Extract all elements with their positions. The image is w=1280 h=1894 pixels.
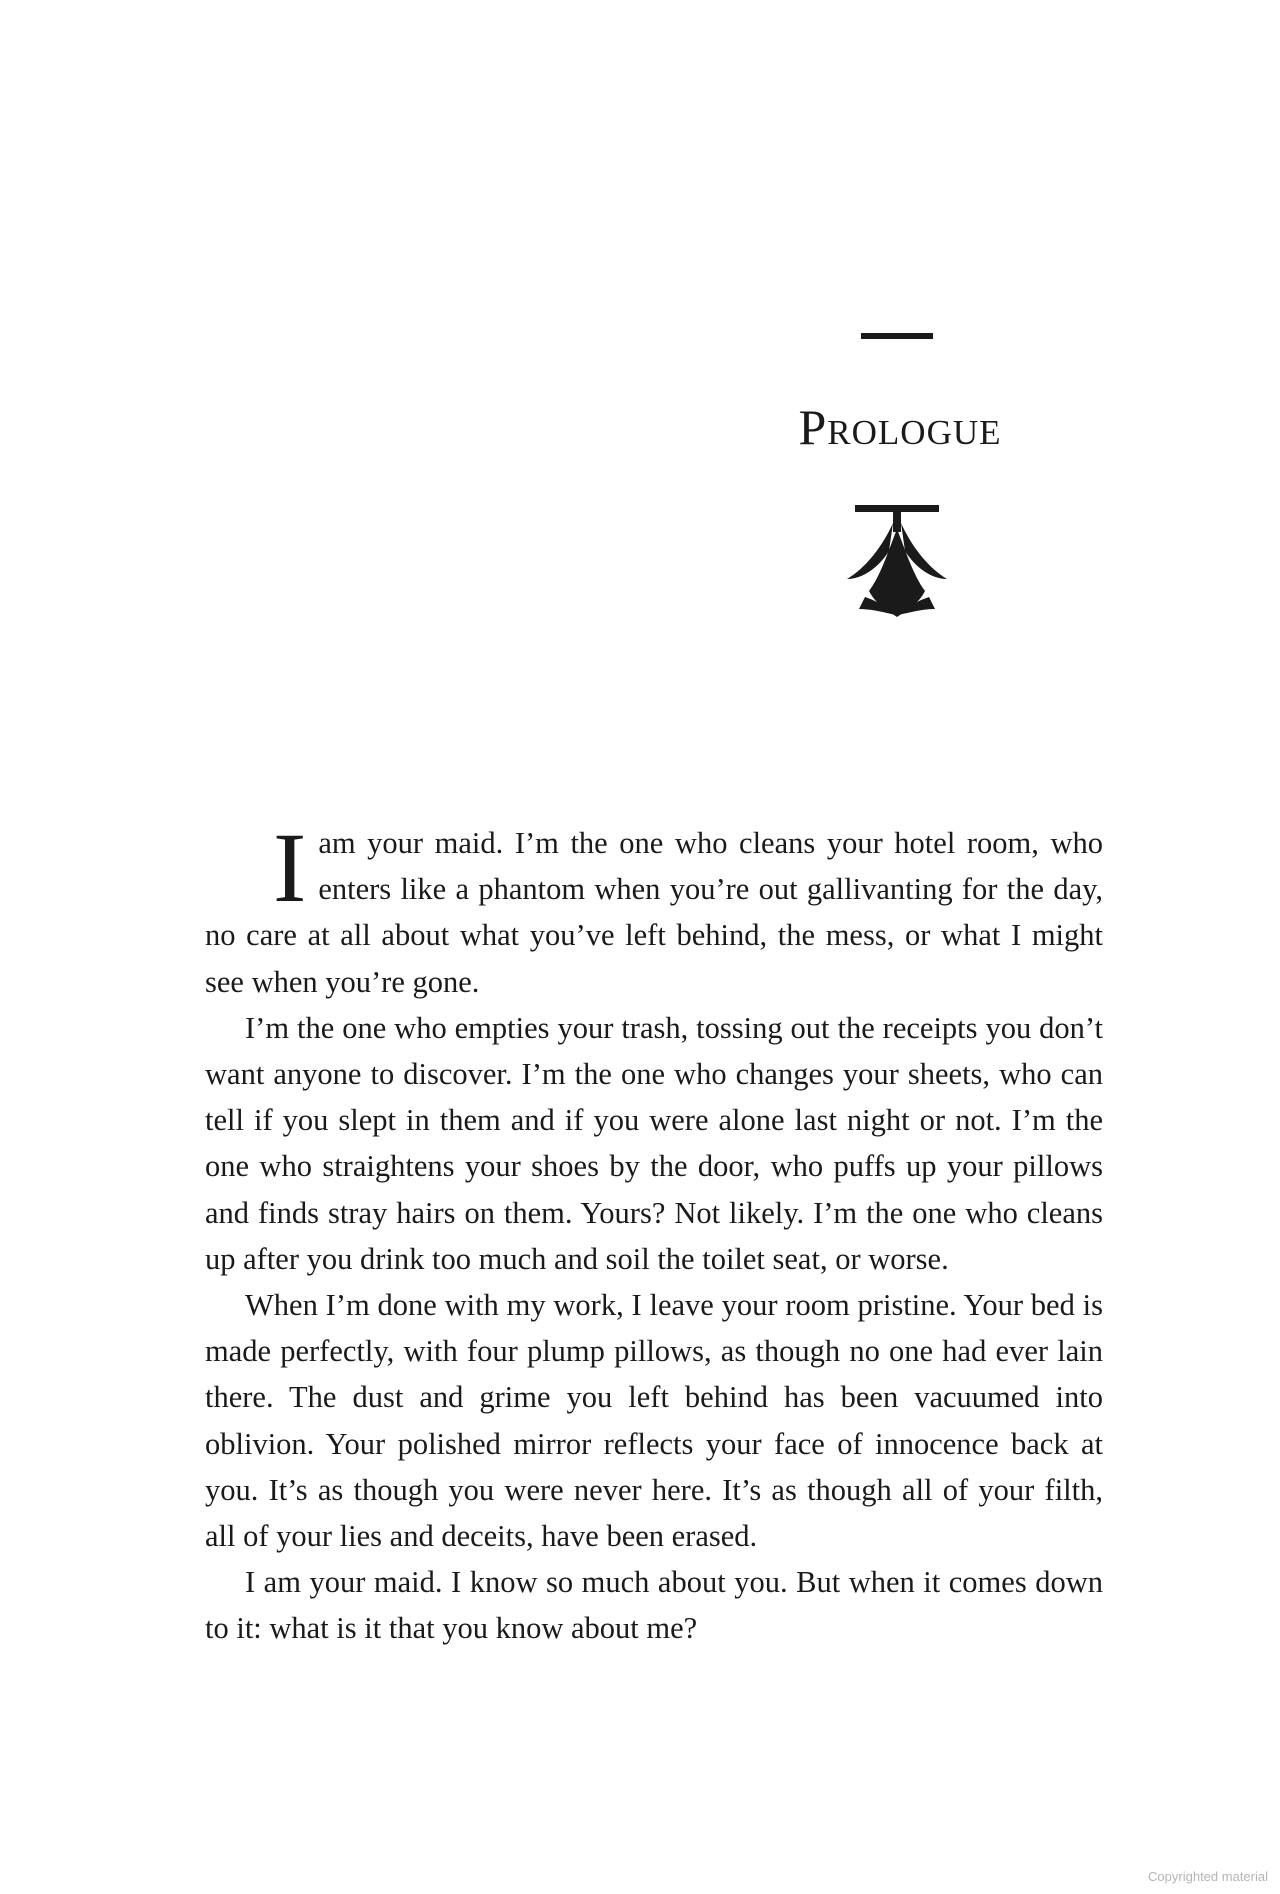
chapter-body	[205, 812, 1103, 1652]
paragraph-1-text: am your maid. I’m the one who cleans your hotel room, who enters like a phantom when you’re out gallivanting for the day, no care at all about what you’ve left behind, the mess, or what I might see when you’re gone.	[205, 826, 1103, 999]
paragraph-1	[205, 812, 1103, 1005]
chapter-title: Prologue	[798, 399, 1002, 455]
fleur-ornament-icon	[845, 505, 949, 617]
chapter-rule	[861, 333, 933, 339]
drop-cap: I	[273, 812, 307, 923]
paragraph-4: I am your maid. I know so much about you. But when it comes down to it: what is it that you know about me?	[205, 1565, 1103, 1646]
paragraph-2: I’m the one who empties your trash, tossing out the receipts you don’t want anyone to discover. I’m the one who changes your sheets, who can tell if you slept in them and if you were alone last night or not. I’m the one who straightens your shoes by the door, who puffs up your pillows and finds stray hairs on them. Yours? Not likely. I’m the one who cleans up after you drink too much and soil the toilet seat, or worse.	[205, 1010, 1103, 1276]
paragraph-3: When I’m done with my work, I leave your room pristine. Your bed is made perfectly, with four plump pillows, as though no one had ever lain there. The dust and grime you left behind has been vacuumed into oblivion. Your polished mirror reflects your face of innocence back at you. It’s as though you were never here. It’s as though all of your filth, all of your lies and deceits, have been erased.	[205, 1288, 1103, 1554]
copyright-notice: Copyrighted material	[1148, 1869, 1268, 1884]
